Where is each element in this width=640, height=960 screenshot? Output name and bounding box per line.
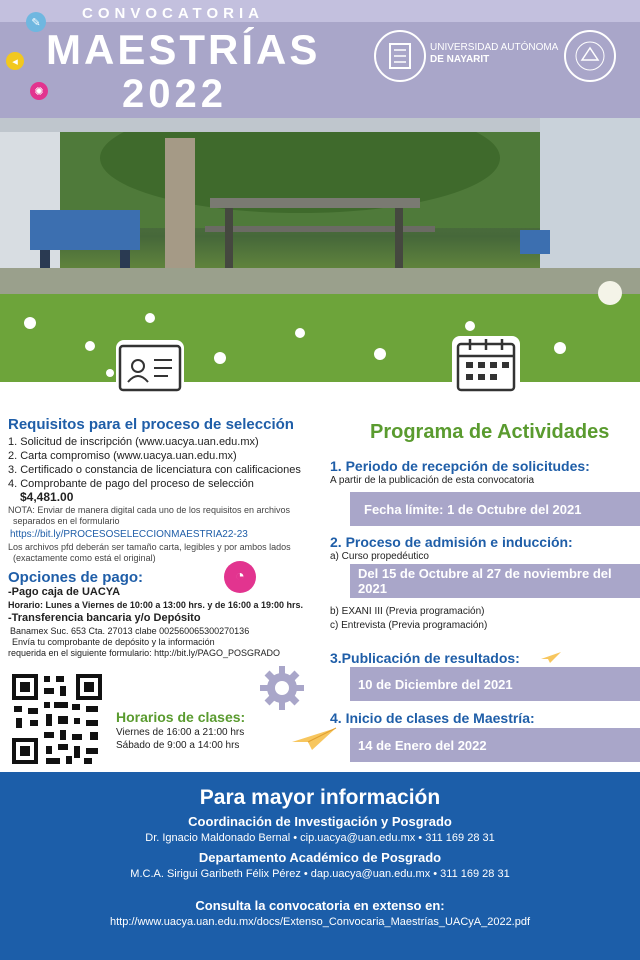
university-line2: DE NAYARIT: [430, 54, 490, 65]
megaphone-icon: ◂: [6, 52, 24, 70]
s1-sub: A partir de la publicación de esta convocatoria: [330, 475, 535, 486]
s2-date-box: [350, 564, 640, 598]
horarios-lines: [116, 726, 244, 752]
amount: $4,481.00: [20, 490, 74, 504]
page-title: MAESTRÍAS: [46, 26, 321, 73]
bulb-icon: ✎: [26, 12, 46, 32]
envia-note: [8, 637, 280, 659]
s1-date-box: [350, 492, 640, 526]
depto-contact: M.C.A. Sirigui Garibeth Félix Pérez • dap.uacya@uan.edu.mx • 311 169 28 31: [130, 868, 510, 880]
requisito-item: 1. Solicitud de inscripción (www.uacya.uan.edu.mx): [8, 436, 259, 448]
s2-sub: a) Curso propedéutico: [330, 551, 429, 562]
depto-title: Departamento Académico de Posgrado: [198, 850, 442, 865]
s1-title: 1. Periodo de recepción de solicitudes:: [330, 458, 590, 474]
consulta-url[interactable]: http://www.uacya.uan.edu.mx/docs/Extenso_Convocaria_Maestrías_UACyA_2022.pdf: [109, 916, 531, 928]
s2-b: b) EXANI III (Previa programación): [330, 606, 485, 617]
s3-title: 3.Publicación de resultados:: [330, 650, 520, 666]
qr-code[interactable]: [10, 672, 104, 766]
horario-viernes: Viernes de 16:00 a 21:00 hrs: [116, 727, 245, 738]
nota-line1: NOTA: Enviar de manera digital cada uno de los requisitos en archivos: [8, 505, 290, 515]
id-card-icon: [116, 340, 184, 396]
header-banner: [0, 0, 640, 118]
s1-date: Fecha límite: 1 de Octubre del 2021: [364, 501, 582, 517]
s4-title: 4. Inicio de clases de Maestría:: [330, 710, 535, 726]
horarios-title: Horarios de clases:: [116, 709, 246, 725]
envia-line2: requerida en el siguiente formulario: http://bit.ly/PAGO_POSGRADO: [8, 648, 280, 658]
s2-date: Del 15 de Octubre al 27 de noviembre del 2021: [358, 566, 612, 596]
page-year: 2022: [122, 72, 227, 116]
s3-date-box: [350, 667, 640, 701]
files-line1: Los archivos pfd deberán ser tamaño carta, legibles y por ambos lados: [8, 542, 291, 552]
requisito-item: 3. Certificado o constancia de licenciatura con calificaciones: [8, 464, 301, 476]
caja-title: -Pago caja de UACYA: [8, 586, 121, 598]
envia-line1: Envía tu comprobante de depósito y la información: [12, 637, 215, 647]
gear-small-icon: ✺: [30, 82, 48, 100]
requisitos-title: Requisitos para el proceso de selección: [8, 416, 294, 433]
header-kicker: CONVOCATORIA: [82, 5, 264, 22]
horario-sabado: Sábado de 9:00 a 14:00 hrs: [116, 740, 240, 751]
uacya-seal-icon: [564, 30, 616, 82]
files-note: [8, 542, 291, 564]
s3-date: 10 de Diciembre del 2021: [358, 676, 513, 692]
footer: [0, 772, 640, 960]
uan-seal-icon: [374, 30, 426, 82]
s2-title: 2. Proceso de admisión e inducción:: [330, 534, 573, 550]
banamex: Banamex Suc. 653 Cta. 27013 clabe 002560065300270136: [10, 626, 250, 636]
requisitos-list: [8, 435, 301, 491]
transfer-title: -Transferencia bancaria y/o Depósito: [8, 612, 201, 624]
paper-plane-icon: [290, 724, 338, 752]
requisito-item: 2. Carta compromiso (www.uacya.uan.edu.mx): [8, 450, 237, 462]
s2-c: c) Entrevista (Previa programación): [330, 620, 488, 631]
nota-line2: separados en el formulario: [13, 516, 120, 526]
caja-horario: Horario: Lunes a Viernes de 10:00 a 13:00 hrs. y de 16:00 a 19:00 hrs.: [8, 600, 303, 610]
s3-plane-icon: [540, 650, 562, 664]
programa-title: Programa de Actividades: [370, 421, 610, 443]
footer-title: Para mayor información: [199, 786, 441, 809]
s4-date: 14 de Enero del 2022: [358, 737, 487, 753]
consulta-title: Consulta la convocatoria en extenso en:: [195, 898, 445, 913]
s4-date-box: [350, 728, 640, 762]
requisito-item: 4. Comprobante de pago del proceso de selección: [8, 478, 254, 490]
coord-contact: Dr. Ignacio Maldonado Bernal • cip.uacya@uan.edu.mx • 311 169 28 31: [145, 832, 495, 844]
coord-title: Coordinación de Investigación y Posgrado: [188, 814, 452, 829]
gear-icon: [258, 664, 306, 712]
pago-title: Opciones de pago:: [8, 569, 144, 586]
university-line1: UNIVERSIDAD AUTÓNOMA: [430, 42, 559, 53]
form-link[interactable]: https://bit.ly/PROCESOSELECCIONMAESTRIA22-23: [10, 529, 248, 540]
wifi-icon: ◔: [224, 561, 256, 593]
nota: [8, 505, 290, 527]
campus-photo: [0, 118, 640, 382]
calendar-icon: [452, 336, 520, 396]
files-line2: (exactamente como está el original): [13, 553, 156, 563]
university-name: [430, 42, 558, 66]
